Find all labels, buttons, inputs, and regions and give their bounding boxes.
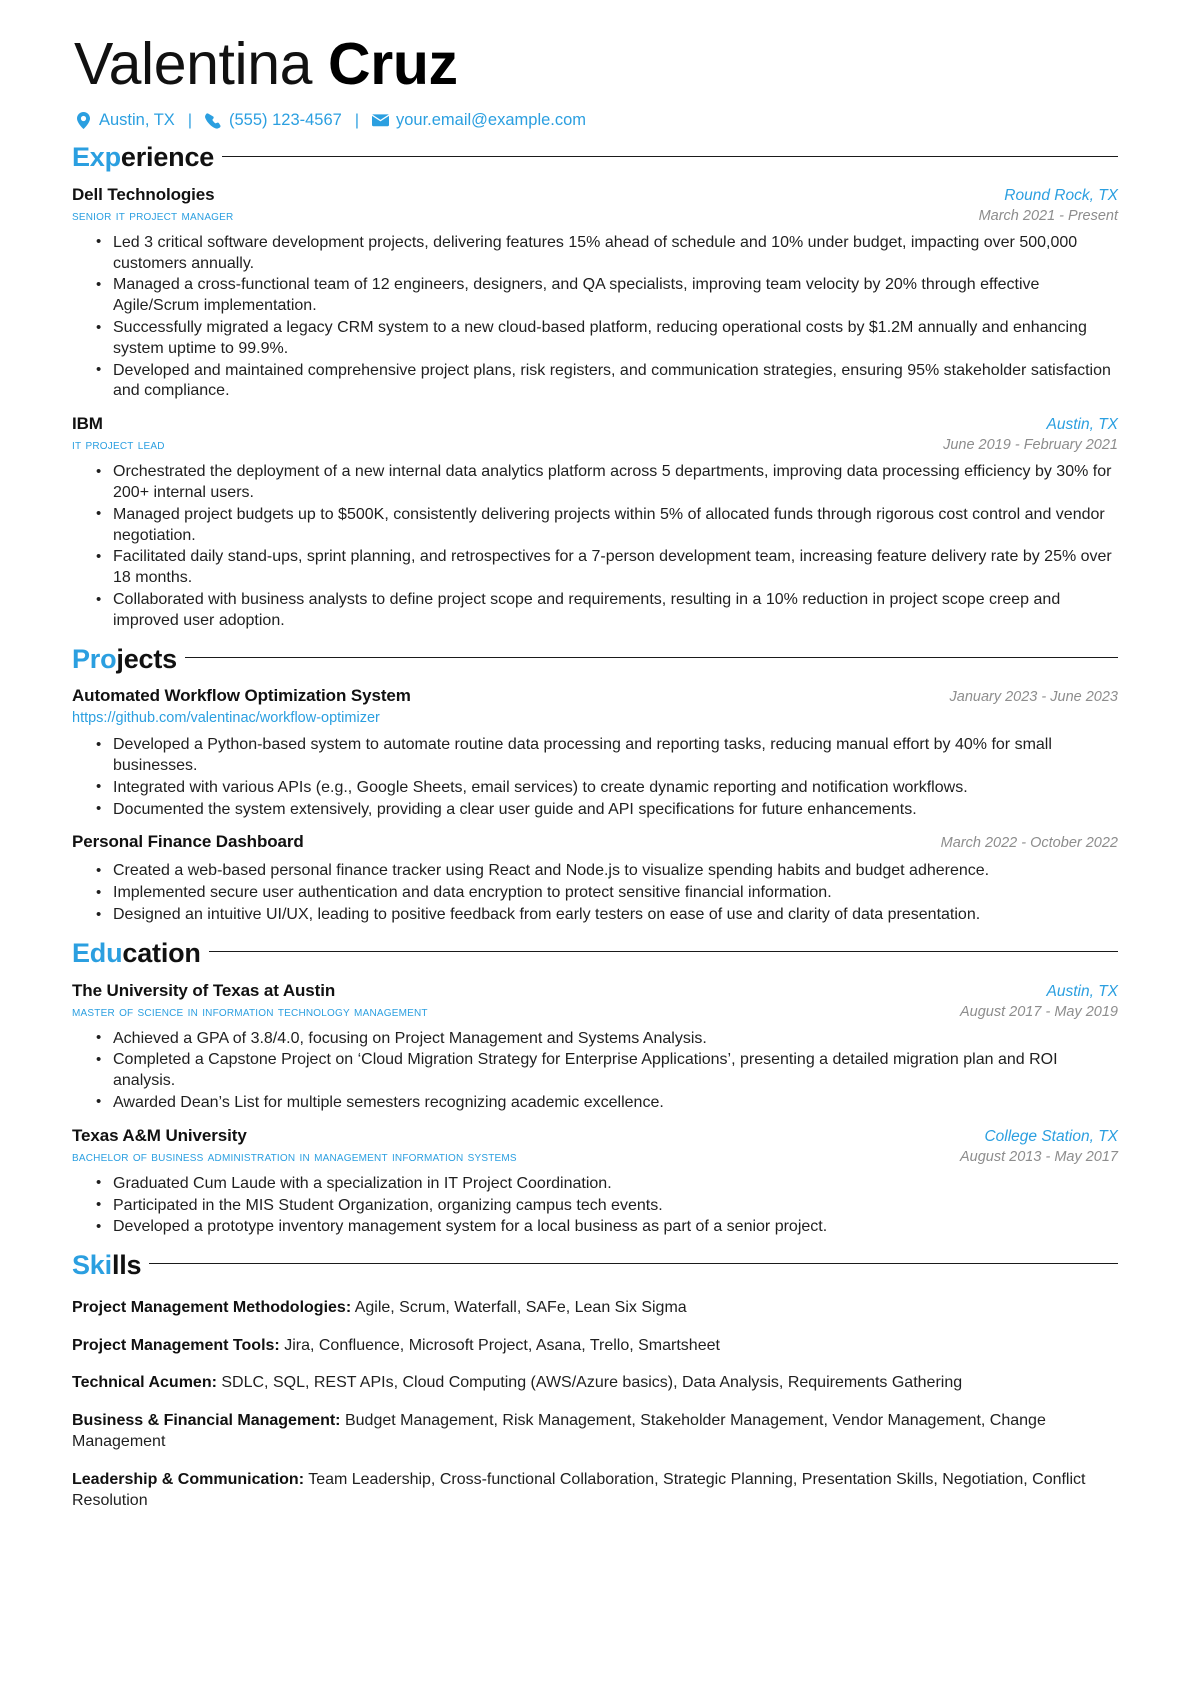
- section-title: Experience: [72, 142, 215, 173]
- skill-row: [72, 1470, 1118, 1512]
- job-dates: June 2019 - February 2021: [943, 437, 1118, 454]
- contact-separator-1: |: [187, 111, 192, 129]
- education-bullets: [72, 1174, 1118, 1238]
- skill-items: Jira, Confluence, Microsoft Project, Asana, Trello, Smartsheet: [284, 1336, 720, 1354]
- skill-items: Budget Management, Risk Management, Stakeholder Management, Vendor Management, Change Management: [72, 1412, 1046, 1451]
- page-title: [74, 31, 1118, 97]
- list-item: • Created a web-based personal finance tracker using React and Node.js to visualize spending habits and budget adherence.: [111, 861, 1118, 882]
- section-divider: [149, 1263, 1118, 1264]
- skill-category: Technical Acumen:: [72, 1374, 217, 1392]
- job-title: senior it project manager: [72, 207, 234, 224]
- employer-location: Austin, TX: [1046, 416, 1118, 434]
- section-skills: [72, 1251, 1118, 1511]
- section-experience: [72, 143, 1118, 631]
- list-item: • Developed a prototype inventory management system for a local business as part of a senior project.: [111, 1217, 1118, 1238]
- skill-items: Agile, Scrum, Waterfall, SAFe, Lean Six Sigma: [354, 1298, 687, 1316]
- job-dates: March 2021 - Present: [978, 207, 1118, 224]
- list-item: • Awarded Dean’s List for multiple semesters recognizing academic excellence.: [111, 1093, 1118, 1114]
- project-entry: [72, 686, 1118, 820]
- skill-items: Team Leadership, Cross-functional Collaboration, Strategic Planning, Presentation Skills, Negotiation, Conflict Resolution: [72, 1470, 1086, 1509]
- education-entry: [72, 981, 1118, 1114]
- job-title: it project lead: [72, 437, 165, 454]
- experience-entry: [72, 414, 1118, 631]
- list-item: • Integrated with various APIs (e.g., Google Sheets, email services) to create dynamic reporting and notification workflows.: [111, 778, 1118, 799]
- list-item: • Collaborated with business analysts to define project scope and requirements, resulting in a 10% reduction in project scope creep and improved user adoption.: [111, 590, 1118, 632]
- list-item: • Successfully migrated a legacy CRM system to a new cloud-based platform, reducing operational costs by $1.2M annually and enhancing system uptime to 99.9%.: [111, 318, 1118, 360]
- education-dates: August 2017 - May 2019: [960, 1003, 1118, 1020]
- list-item: • Developed and maintained comprehensive project plans, risk registers, and communication strategies, ensuring 95% stakeholder satisfaction and compliance.: [111, 361, 1118, 403]
- list-item: • Designed an intuitive UI/UX, leading to positive feedback from early testers on ease of use and clarity of data presentation.: [111, 905, 1118, 926]
- map-pin-icon: [75, 112, 92, 129]
- skill-row: [72, 1411, 1118, 1453]
- section-heading-projects: [72, 645, 1118, 675]
- contact-separator-2: |: [354, 111, 359, 129]
- list-item: • Managed project budgets up to $500K, consistently delivering projects within 5% of allocated funds through rigorous cost control and vendor negotiation.: [111, 505, 1118, 547]
- project-name: Personal Finance Dashboard: [72, 832, 304, 852]
- experience-bullets: [72, 462, 1118, 631]
- project-url[interactable]: https://github.com/valentinac/workflow-optimizer: [72, 710, 380, 727]
- section-title: Skills: [72, 1250, 142, 1281]
- project-name: Automated Workflow Optimization System: [72, 686, 411, 706]
- degree-title: bachelor of business administration in management information systems: [72, 1148, 517, 1165]
- school-name: Texas A&M University: [72, 1125, 247, 1145]
- skill-category: Project Management Tools:: [72, 1336, 280, 1354]
- section-projects: [72, 645, 1118, 926]
- school-location: Austin, TX: [1046, 982, 1118, 1000]
- list-item: • Orchestrated the deployment of a new internal data analytics platform across 5 departments, improving data processing efficiency by 30% for 200+ internal users.: [111, 462, 1118, 504]
- project-entry: [72, 832, 1118, 925]
- section-divider: [222, 156, 1118, 157]
- section-title: Projects: [72, 643, 177, 674]
- first-name: Valentina: [74, 31, 313, 97]
- skill-row: [72, 1298, 1118, 1319]
- education-dates: August 2013 - May 2017: [960, 1148, 1118, 1165]
- phone-text: (555) 123-4567: [228, 111, 342, 130]
- school-location: College Station, TX: [984, 1127, 1118, 1145]
- skill-items: SDLC, SQL, REST APIs, Cloud Computing (AWS/Azure basics), Data Analysis, Requirements Gathering: [221, 1374, 963, 1392]
- skill-category: Leadership & Communication:: [72, 1470, 305, 1488]
- list-item: • Implemented secure user authentication and data encryption to protect sensitive financial information.: [111, 883, 1118, 904]
- section-heading-skills: [72, 1251, 1118, 1281]
- last-name: Cruz: [328, 31, 458, 97]
- employer-location: Round Rock, TX: [1004, 186, 1118, 204]
- list-item: • Completed a Capstone Project on ‘Cloud Migration Strategy for Enterprise Applications’, presenting a detailed migration plan and ROI analysis.: [111, 1050, 1118, 1092]
- contact-phone[interactable]: [205, 111, 342, 130]
- section-education: [72, 939, 1118, 1238]
- contact-location: [75, 111, 175, 130]
- list-item: • Facilitated daily stand-ups, sprint planning, and retrospectives for a 7-person development team, increasing feature delivery rate by 25% over 18 months.: [111, 547, 1118, 589]
- experience-bullets: [72, 233, 1118, 402]
- project-bullets: [72, 861, 1118, 925]
- envelope-icon: [372, 112, 389, 129]
- list-item: • Managed a cross-functional team of 12 engineers, designers, and QA specialists, improving team velocity by 20% through effective Agile/Scrum implementation.: [111, 275, 1118, 317]
- project-dates: March 2022 - October 2022: [940, 835, 1118, 852]
- employer-name: Dell Technologies: [72, 184, 215, 204]
- section-divider: [185, 657, 1118, 658]
- list-item: • Achieved a GPA of 3.8/4.0, focusing on Project Management and Systems Analysis.: [111, 1029, 1118, 1050]
- skill-row: [72, 1336, 1118, 1357]
- contact-email[interactable]: [372, 111, 586, 130]
- education-bullets: [72, 1029, 1118, 1114]
- experience-entry: [72, 185, 1118, 402]
- location-text: Austin, TX: [99, 111, 175, 130]
- degree-title: master of science in information technology management: [72, 1003, 428, 1020]
- employer-name: IBM: [72, 414, 103, 434]
- project-bullets: [72, 735, 1118, 820]
- skill-category: Project Management Methodologies:: [72, 1298, 352, 1316]
- skill-category: Business & Financial Management:: [72, 1412, 341, 1430]
- phone-icon: [205, 112, 222, 129]
- list-item: • Led 3 critical software development projects, delivering features 15% ahead of schedule and 10% under budget, impacting over 500,000 customers annually.: [111, 233, 1118, 275]
- section-divider: [209, 951, 1118, 952]
- list-item: • Developed a Python-based system to automate routine data processing and reporting tasks, reducing manual effort by 40% for small businesses.: [111, 735, 1118, 777]
- skill-row: [72, 1373, 1118, 1394]
- project-dates: January 2023 - June 2023: [949, 689, 1118, 706]
- section-title: Education: [72, 937, 201, 968]
- email-text: your.email@example.com: [395, 111, 587, 130]
- school-name: The University of Texas at Austin: [72, 980, 336, 1000]
- section-heading-experience: [72, 143, 1118, 173]
- list-item: • Graduated Cum Laude with a specialization in IT Project Coordination.: [111, 1174, 1118, 1195]
- list-item: • Participated in the MIS Student Organization, organizing campus tech events.: [111, 1196, 1118, 1217]
- contact-info: [75, 111, 1118, 130]
- education-entry: [72, 1126, 1118, 1238]
- list-item: • Documented the system extensively, providing a clear user guide and API specifications for future enhancements.: [111, 800, 1118, 821]
- section-heading-education: [72, 939, 1118, 969]
